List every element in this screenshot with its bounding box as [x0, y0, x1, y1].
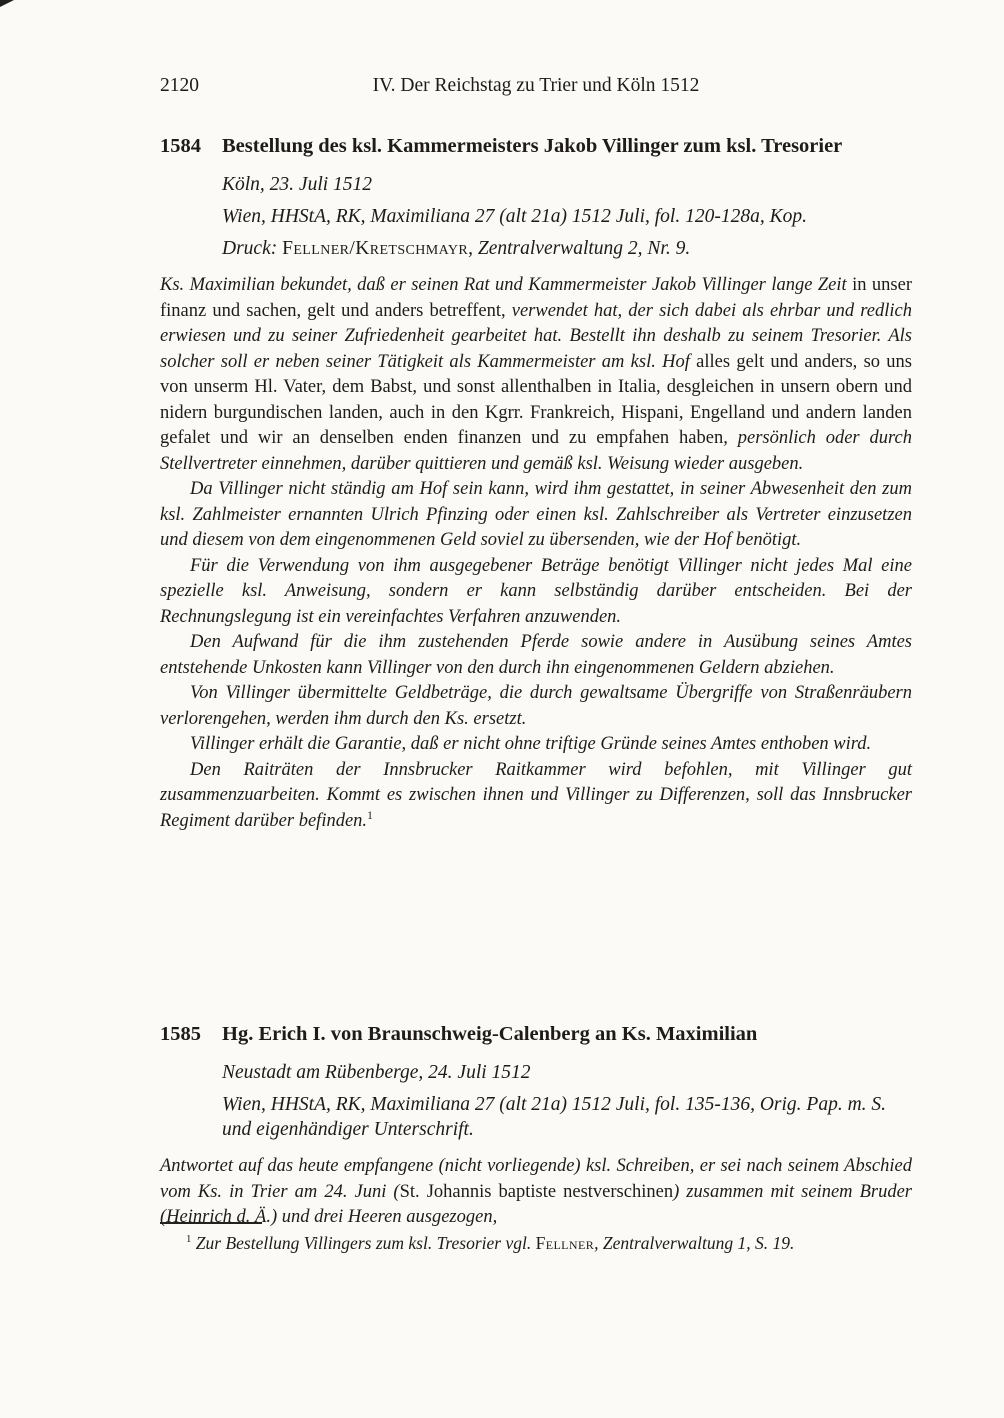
entry-print-line: Druck: Fellner/Kretschmayr, Zentralverwaltung 2, Nr. 9. [222, 238, 691, 259]
body-paragraph: Von Villinger übermittelte Geldbeträge, die durch gewaltsame Übergriffe von Straßenräubern verlorengehen, werden ihm durch den Ks. ersetzt. [160, 683, 912, 729]
entry-title: Bestellung des ksl. Kammermeisters Jakob Villinger zum ksl. Tresorier [222, 135, 843, 157]
entry-archive-line: Wien, HHStA, RK, Maximiliana 27 (alt 21a) 1512 Juli, fol. 120-128a, Kop. [222, 206, 807, 227]
body-paragraph: Den Raiträten der Innsbrucker Raitkammer wird befohlen, mit Villinger gut zusammenzuarbeiten. Kommt es zwischen ihnen und Villinger zu Differenzen, soll das Innsbrucker Regiment darüber befinden.$^1$ [160, 759, 912, 831]
entry-number: 1584 [160, 135, 201, 157]
page-header [160, 74, 912, 98]
page-number: 2120 [160, 75, 199, 96]
scan-artifact-corner [0, 0, 14, 7]
body-paragraph: Antwortet auf das heute empfangene (nicht vorliegende) ksl. Schreiben, er sei nach seinem Abschied vom Ks. in Trier am 24. Juni (St. Johannis baptiste nestverschinen) zusammen mit seinem Bruder (Heinrich d. Ä.) und drei Heeren ausgezogen, [160, 1156, 913, 1227]
entry-body [160, 273, 912, 834]
entry-dateline: Neustadt am Rübenberge, 24. Juli 1512 [222, 1062, 531, 1083]
running-title: IV. Der Reichstag zu Trier und Köln 1512 [372, 75, 700, 96]
body-paragraph: Da Villinger nicht ständig am Hof sein kann, wird ihm gestattet, in seiner Abwesenheit den zum ksl. Zahlmeister ernannten Ulrich Pfinzing oder einen ksl. Zahlschreiber als Vertreter einzusetzen und diesem von dem eingenommenen Geld soviel zu übersenden, wie der Hof benötigt. [160, 479, 912, 550]
entry-archive-line: Wien, HHStA, RK, Maximiliana 27 (alt 21a) 1512 Juli, fol. 135-136, Orig. Pap. m. S. und eigenhändiger Unterschrift. [222, 1094, 887, 1140]
body-paragraph: Ks. Maximilian bekundet, daß er seinen Rat und Kammermeister Jakob Villinger lange Zeit in unser finanz und sachen, gelt und anders betreffent, verwendet hat, der sich dabei als ehrbar und redlich erwiesen und zu seiner Zufriedenheit gearbeitet hat. Bestellt ihn deshalb zu seinem Tresorier. Als solcher soll er neben seiner Tätigkeit als Kammermeister am ksl. Hof alles gelt und anders, so uns von unserm Hl. Vater, dem Babst, und sonst allenthalben in Italia, desgleichen in unsern obern und nidern burgundischen landen, auch in den Kgrr. Frankreich, Hispani, Engelland und andern landen gefalet und wir an denselben enden finanzen und zu empfahen haben, persönlich oder durch Stellvertreter einnehmen, darüber quittieren und gemäß ksl. Weisung wieder ausgeben. [160, 275, 913, 474]
body-paragraph: Den Aufwand für die ihm zustehenden Pferde sowie andere in Ausübung seines Amtes entstehende Unkosten kann Villinger von den durch ihn eingenommenen Geldern abziehen. [160, 632, 912, 678]
body-paragraph: Villinger erhält die Garantie, daß er nicht ohne triftige Gründe seines Amtes enthoben wird. [190, 734, 872, 754]
footnote-rule [160, 1222, 262, 1224]
entry-dateline: Köln, 23. Juli 1512 [222, 174, 373, 195]
entry-number: 1585 [160, 1023, 201, 1045]
entry-body [160, 1154, 912, 1231]
entry-title: Hg. Erich I. von Braunschweig-Calenberg an Ks. Maximilian [222, 1023, 758, 1045]
entry-1585 [160, 1004, 912, 1231]
entry-heading [160, 133, 912, 160]
entry-1584 [160, 116, 912, 834]
footnote-text: $^1$ Zur Bestellung Villingers zum ksl. Tresorier vgl. Fellner, Zentralverwaltung 1, S. 19. [186, 1233, 795, 1253]
entry-heading [160, 1021, 912, 1048]
footnote-section [160, 1222, 912, 1255]
body-paragraph: Für die Verwendung von ihm ausgegebener Beträge benötigt Villinger nicht jedes Mal eine spezielle ksl. Anweisung, sondern er kann selbständig darüber entscheiden. Bei der Rechnungslegung ist ein vereinfachtes Verfahren anzuwenden. [160, 555, 912, 627]
